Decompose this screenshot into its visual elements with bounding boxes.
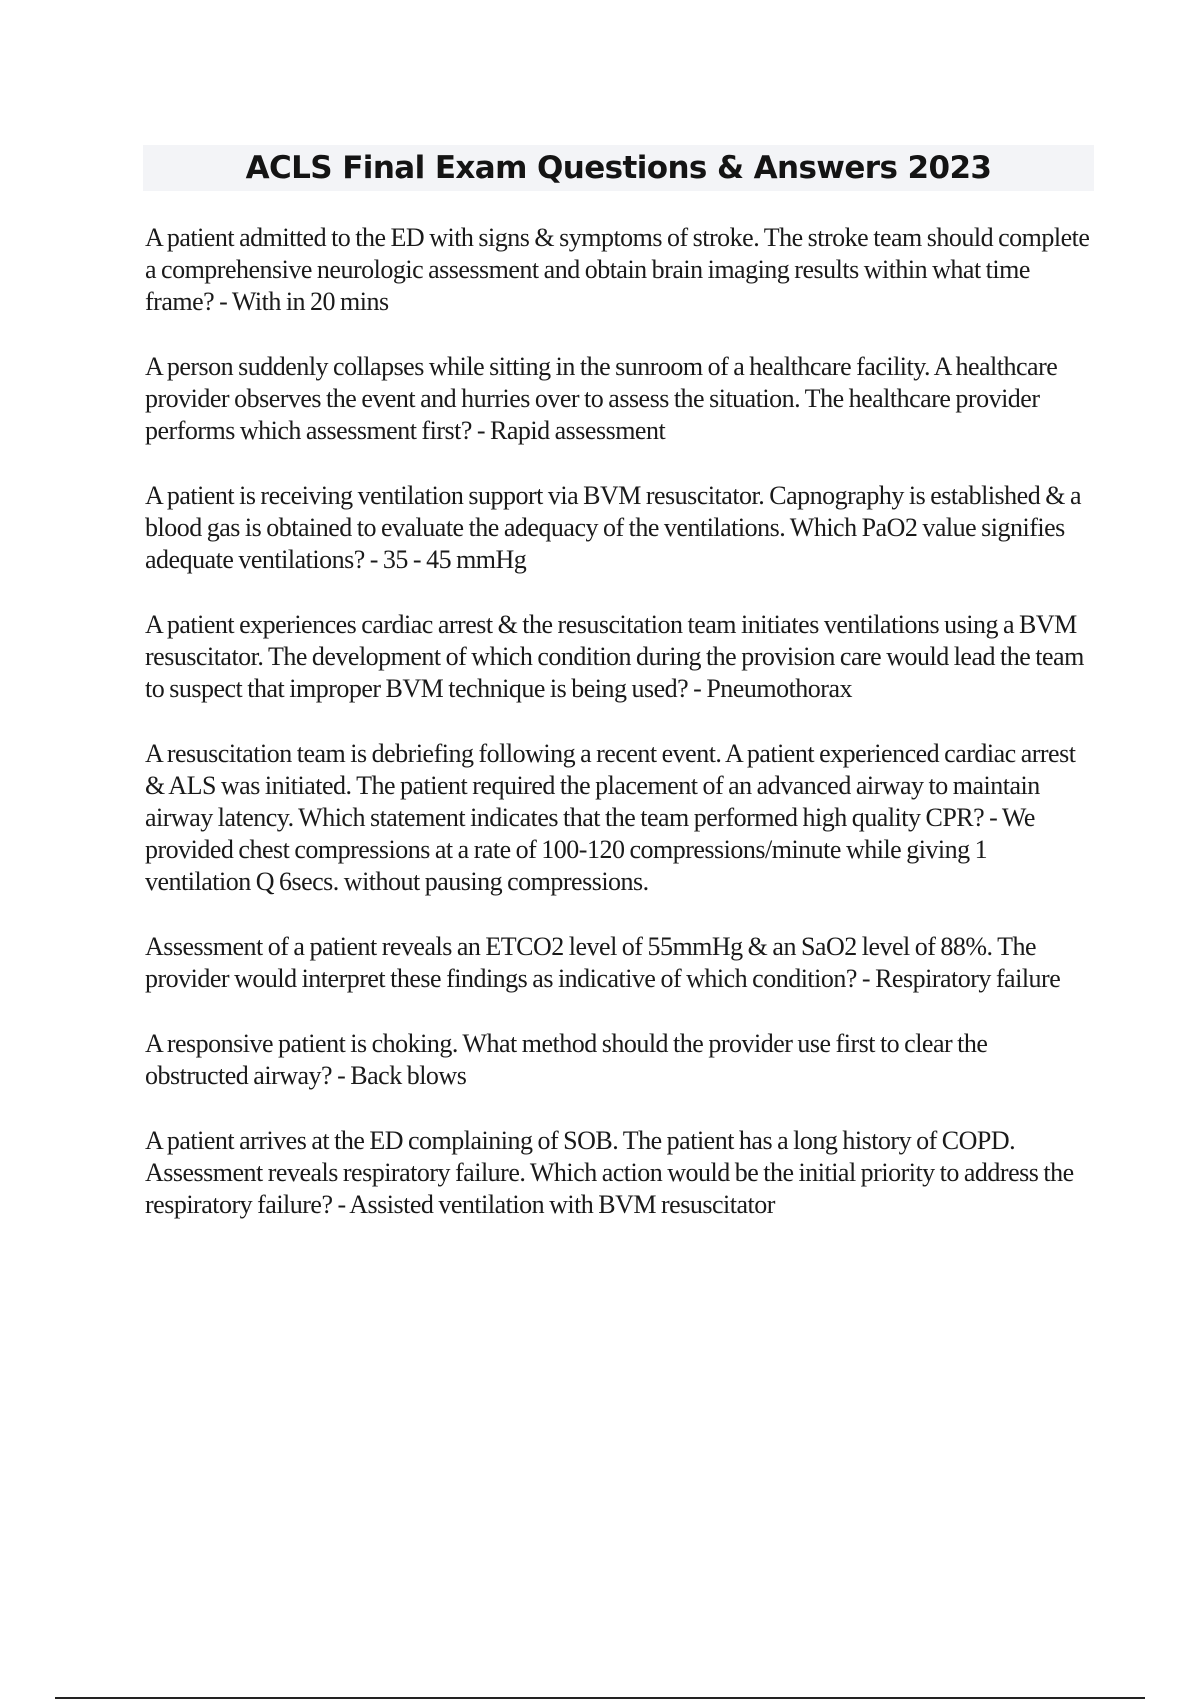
footer-rule bbox=[55, 1697, 1145, 1699]
question-text: A resuscitation team is debriefing following a recent event. A patient experienced cardiac arrest & ALS was initiated. The patient required the placement of an advanced airway to maintain airway latency. Which statement indicates that the team performed high quality CPR? bbox=[145, 739, 1076, 832]
qa-item bbox=[145, 1028, 1095, 1092]
question-text: A person suddenly collapses while sitting in the sunroom of a healthcare facility. A healthcare provider observes the event and hurries over to assess the situation. The healthcare provider performs which assessment first? bbox=[145, 352, 1058, 445]
answer-text: Assisted ventilation with BVM resuscitator bbox=[349, 1190, 775, 1219]
title-band bbox=[143, 145, 1094, 191]
question-text: A responsive patient is choking. What method should the provider use first to clear the obstructed airway? bbox=[145, 1029, 988, 1090]
qa-separator: - bbox=[688, 674, 707, 703]
answer-text: We provided chest compressions at a rate of 100-120 compressions/minute while giving 1 ventilation Q 6secs. without pausing compressions. bbox=[145, 803, 1035, 896]
qa-separator: - bbox=[332, 1061, 351, 1090]
qa-separator: - bbox=[364, 545, 383, 574]
qa-item bbox=[145, 351, 1095, 447]
question-text: A patient admitted to the ED with signs & symptoms of stroke. The stroke team should complete a comprehensive neurologic assessment and obtain brain imaging results within what time frame? bbox=[145, 223, 1090, 316]
answer-text: Back blows bbox=[350, 1061, 467, 1090]
answer-text: 35 - 45 mmHg bbox=[382, 545, 527, 574]
answer-text: Pneumothorax bbox=[706, 674, 852, 703]
answer-text: Rapid assessment bbox=[490, 416, 666, 445]
question-text: A patient is receiving ventilation support via BVM resuscitator. Capnography is established & a blood gas is obtained to evaluate the adequacy of the ventilations. Which PaO2 value signifies adequate ventilations? bbox=[145, 481, 1081, 574]
qa-item bbox=[145, 222, 1095, 318]
qa-separator: - bbox=[984, 803, 1002, 832]
question-text: A patient arrives at the ED complaining of SOB. The patient has a long history of COPD. Assessment reveals respiratory failure. Which action would be the initial priority to address the respiratory failure? bbox=[145, 1126, 1074, 1219]
qa-item bbox=[145, 609, 1095, 705]
qa-item bbox=[145, 931, 1095, 995]
answer-text: With in 20 mins bbox=[231, 287, 389, 316]
answer-text: Respiratory failure bbox=[875, 964, 1061, 993]
qa-item bbox=[145, 1125, 1095, 1221]
document-title: ACLS Final Exam Questions & Answers 2023 bbox=[245, 150, 992, 186]
qa-separator: - bbox=[214, 287, 232, 316]
question-text: A patient experiences cardiac arrest & the resuscitation team initiates ventilations using a BVM resuscitator. The development of which condition during the provision care would lead the team to suspect that improper BVM technique is being used? bbox=[145, 610, 1084, 703]
question-text: Assessment of a patient reveals an ETCO2 level of 55mmHg & an SaO2 level of 88%. The provider would interpret these findings as indicative of which condition? bbox=[145, 932, 1037, 993]
qa-separator: - bbox=[471, 416, 491, 445]
qa-list bbox=[145, 222, 1095, 1254]
qa-item bbox=[145, 480, 1095, 576]
qa-separator: - bbox=[856, 964, 876, 993]
qa-item bbox=[145, 738, 1095, 898]
qa-separator: - bbox=[332, 1190, 350, 1219]
